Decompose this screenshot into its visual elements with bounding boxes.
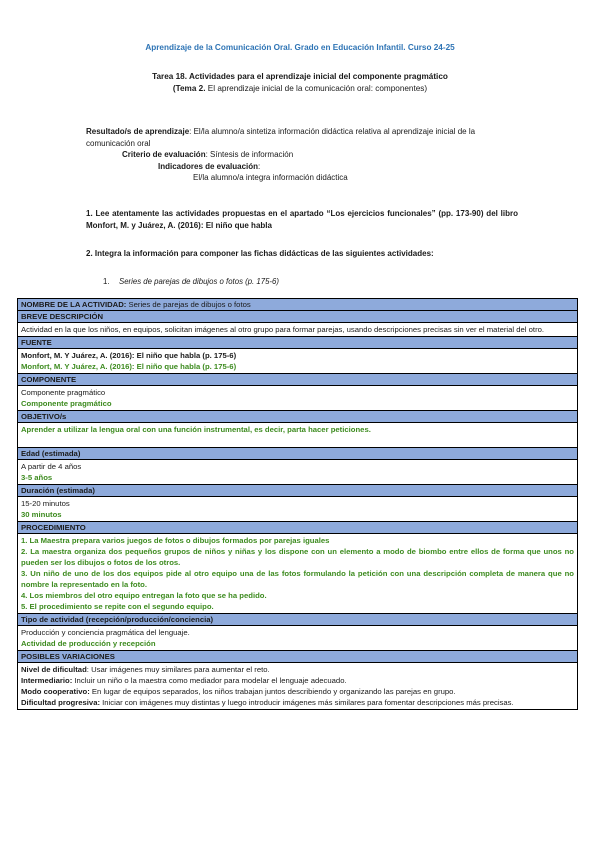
variation-item [21,664,574,675]
result-line [86,126,526,149]
variation-label: Intermediario: [21,676,73,685]
instruction-step-1: 1. Lee atentamente las actividades propuestas en el apartado “Los ejercicios funcionales” (pp. 173-90) del libro Monfort, M. y Juárez, A. (2016): El niño que habla [86,209,518,230]
learning-outcomes [86,126,526,184]
activity-name-value: Series de parejas de dibujos o fotos [126,300,251,309]
component-header: COMPONENTE [18,374,577,386]
source-text: Monfort, M. Y Juárez, A. (2016): El niño que habla (p. 175-6) [21,351,237,360]
procedure-step: 5. El procedimiento se repite con el segundo equipo. [21,602,214,611]
variation-label: Modo cooperativo: [21,687,90,696]
procedure-step: 4. Los miembros del otro equipo entregan la foto que se ha pedido. [21,591,267,600]
criterion-line [86,149,526,161]
indicators-label: Indicadores de evaluación [158,161,259,171]
procedure-step: 2. La maestra organiza dos pequeños grupos de niños y niñas y los dispone con un elemento a modo de biombo entre ellos de forma que unos no pueden ser los dibujos o fotos de los otros. [21,547,574,567]
activity-type-text: Producción y conciencia pragmática del lenguaje. [21,628,190,637]
procedure-step: 1. La Maestra prepara varios juegos de fotos o dibujos formados por parejas iguales [21,536,330,545]
criterion-text: : Síntesis de información [205,150,294,159]
variation-label: Dificultad progresiva: [21,698,101,707]
procedure-step: 3. Un niño de uno de los dos equipos pide al otro equipo una de las fotos formulando la petición con una descripción completa de manera que no nombre la representado en la foto. [21,569,574,589]
duration-text: 15-20 minutos [21,499,70,508]
variation-label: Nivel de dificultad [21,665,87,674]
component-cell [18,386,577,411]
variations-header: POSIBLES VARIACIONES [18,651,577,663]
duration-header: Duración (estimada) [18,485,577,497]
variation-text: : Usar imágenes muy similares para aumentar el reto. [86,665,270,674]
indicators-line [86,161,526,173]
course-header: Aprendizaje de la Comunicación Oral. Grado en Educación Infantil. Curso 24-25 [145,43,455,52]
variation-item [21,686,574,697]
source-cell [18,349,577,374]
procedure-header: PROCEDIMIENTO [18,522,577,534]
activity-list-item [103,277,279,286]
objective-cell [18,423,577,448]
result-label: Resultado/s de aprendizaje [86,127,190,136]
list-item-text: Series de parejas de dibujos o fotos (p. 175-6) [119,277,279,286]
description-cell: Actividad en la que los niños, en equipos, solicitan imágenes al otro grupo para formar parejas, usando descripciones precisas sin ver el material del otro. [18,323,577,337]
variation-item [21,675,574,686]
task-theme-label: (Tema 2. [172,84,206,93]
activity-type-cell [18,626,577,651]
activity-name-row [18,299,577,311]
procedure-cell [18,534,577,614]
objective-header: OBJETIVO/s [18,411,577,423]
age-cell [18,460,577,485]
variations-cell [18,663,577,709]
description-header: BREVE DESCRIPCIÓN [18,311,577,323]
task-title-block [0,71,600,95]
component-answer: Componente pragmático [21,399,112,408]
source-header: FUENTE [18,337,577,349]
source-answer: Monfort, M. Y Juárez, A. (2016): El niño que habla (p. 175-6) [21,362,237,371]
activity-card-table [17,298,578,710]
objective-answer: Aprender a utilizar la lengua oral con una función instrumental, es decir, parta hacer peticiones. [21,425,371,434]
task-theme [0,83,600,95]
instruction-step-2: 2. Integra la información para componer las fichas didácticas de las siguientes actividades: [86,249,434,258]
age-header: Edad (estimada) [18,448,577,460]
duration-cell [18,497,577,522]
duration-answer: 30 minutos [21,510,62,519]
activity-name-label: NOMBRE DE LA ACTIVIDAD: [21,300,127,309]
age-answer: 3-5 años [21,473,53,482]
age-text: A partir de 4 años [21,462,82,471]
variation-item [21,697,574,708]
component-text: Componente pragmático [21,388,106,397]
indicator-text: El/la alumno/a integra información didáctica [193,173,348,182]
objective-blank-line [21,435,574,446]
task-title: Tarea 18. Actividades para el aprendizaje inicial del componente pragmático [152,72,448,81]
activity-type-answer: Actividad de producción y recepción [21,639,156,648]
variation-text: Iniciar con imágenes muy distintas y luego introducir imágenes más similares para fomentar descripciones más precisas. [100,698,514,707]
activity-type-header: Tipo de actividad (recepción/producción/conciencia) [18,614,577,626]
variation-text: En lugar de equipos separados, los niños trabajan juntos describiendo y organizando las parejas en grupo. [89,687,456,696]
result-text: : El/la alumno/a sintetiza información didáctica relativa al aprendizaje inicial de la comunicación oral [86,127,476,148]
criterion-label: Criterio de evaluación [122,150,206,159]
task-theme-text: El aprendizaje inicial de la comunicación oral: componentes) [205,84,428,93]
list-item-number: 1. [103,277,110,286]
variation-text: Incluir un niño o la maestra como mediador para modelar el lenguaje adecuado. [72,676,347,685]
indicators-colon: : [258,161,261,171]
